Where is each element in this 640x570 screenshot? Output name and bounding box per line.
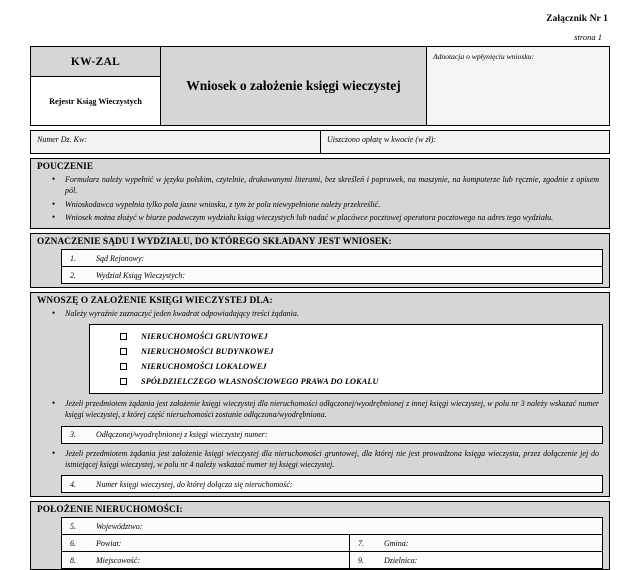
page-number-label: strona 1	[574, 32, 602, 42]
list-item: • Wnioskodawca wypełnia tylko pola jasne wniosku, z tym że pola niewypełnione należy przekreślić.	[65, 199, 599, 210]
field-wojewodztwo[interactable]	[62, 518, 602, 534]
field-dzielnica[interactable]	[350, 552, 602, 568]
list-item: • Jeżeli przedmiotem żądania jest założenie księgi wieczystej dla nieruchomości odłączonej/wyodrębnionej z innej księgi wieczystej, w polu nr 3 należy wskazać numer księgi wieczystej, z której część nieruchomości zostanie odłączona/wyodrębniona.	[65, 398, 599, 421]
field-3-wrapper	[61, 426, 603, 444]
pouczenie-title: POUCZENIE	[37, 162, 94, 172]
field-number: 8.	[70, 555, 76, 565]
field-miejscowosc[interactable]	[62, 552, 350, 568]
dz-kw-number-field[interactable]	[31, 131, 321, 153]
field-gmina[interactable]	[350, 535, 602, 551]
court-section-title: OZNACZENIE SĄDU I WYDZIAŁU, DO KTÓREGO SKŁADANY JEST WNIOSEK:	[37, 237, 392, 248]
field-label: Odłączonej/wyodrębnionej z księgi wieczystej numer:	[96, 430, 268, 440]
field-label: Sąd Rejonowy:	[96, 253, 145, 263]
document-header	[30, 0, 610, 42]
court-section	[30, 233, 610, 288]
table-row	[62, 552, 602, 569]
list-item: • Formularz należy wypełnić w języku polskim, czytelnie, drukowanymi literami, bez skreśleń i poprawek, na maszynie, na komputerze lub ręcznie, zgodnie z opisem pól.	[65, 174, 599, 197]
fee-paid-field[interactable]	[321, 131, 609, 153]
field-number: 4.	[70, 479, 76, 489]
table-row	[62, 476, 602, 493]
form-code-column	[31, 47, 161, 125]
checkbox-icon[interactable]	[120, 348, 127, 355]
annotation-label: Adnotacja o wpłynięciu wniosku:	[433, 52, 535, 61]
field-label: Wydział Ksiąg Wieczystych:	[96, 270, 186, 280]
court-field-2[interactable]	[62, 267, 602, 283]
field-number: 6.	[70, 538, 76, 548]
registry-name: Rejestr Ksiąg Wieczystych	[31, 77, 160, 125]
dz-kw-number-label: Numer Dz. Kw:	[37, 135, 88, 144]
field-label: Dzielnica:	[384, 555, 418, 565]
field-label: Powiat:	[96, 538, 122, 548]
checkbox-icon[interactable]	[120, 378, 127, 385]
field-label: Województwo:	[96, 521, 143, 531]
table-row	[62, 427, 602, 444]
option-nieruchomosci-lokalowej[interactable]	[90, 359, 602, 374]
option-nieruchomosci-budynkowej[interactable]	[90, 344, 602, 359]
field-number: 9.	[358, 555, 364, 565]
field-label: Gmina:	[384, 538, 409, 548]
list-item: • Należy wyraźnie zaznaczyć jeden kwadrat odpowiadający treści żądania.	[65, 308, 599, 319]
location-fields	[61, 517, 603, 569]
option-label: NIERUCHOMOŚCI LOKALOWEJ	[141, 361, 267, 371]
request-section-title: WNOSZĘ O ZAŁOŻENIE KSIĘGI WIECZYSTEJ DLA:	[37, 296, 273, 307]
checkbox-icon[interactable]	[120, 333, 127, 340]
request-instruction-list	[31, 308, 609, 323]
field-powiat[interactable]	[62, 535, 350, 551]
list-item: • Jeżeli przedmiotem żądania jest założenie księgi wieczystej dla nieruchomości gruntowej, dla której nie jest prowadzona księga wieczysta, przez dołączenie jej do istniejącej księgi wieczystej, w polu nr 4 należy wskazać numer tej księgi wieczystej.	[65, 448, 599, 471]
option-label: SPÓŁDZIELCZEGO WŁASNOŚCIOWEGO PRAWA DO LOKALU	[141, 376, 379, 386]
form-header-box	[30, 46, 610, 126]
fee-paid-label: Uiszczono opłatę w kwocie (w zł):	[327, 135, 437, 144]
option-label: NIERUCHOMOŚCI BUDYNKOWEJ	[141, 346, 274, 356]
pouczenie-bullet-list	[31, 174, 609, 228]
location-section	[30, 501, 610, 570]
attachment-number: Załącznik Nr 1	[546, 14, 608, 24]
field-4-wrapper	[61, 475, 603, 493]
field-3[interactable]	[62, 427, 602, 443]
annotation-field[interactable]	[427, 47, 609, 125]
form-header-table	[31, 47, 609, 125]
table-row	[62, 535, 602, 552]
option-nieruchomosci-gruntowej[interactable]	[90, 329, 602, 344]
dz-kw-row	[31, 131, 609, 153]
table-row	[62, 518, 602, 535]
court-fields	[61, 249, 603, 284]
note-4-list	[31, 448, 609, 476]
court-field-1[interactable]	[62, 250, 602, 266]
property-type-options	[89, 324, 603, 394]
form-code: KW-ZAL	[31, 47, 160, 77]
option-label: NIERUCHOMOŚCI GRUNTOWEJ	[141, 331, 268, 341]
location-section-title: POŁOŻENIE NIERUCHOMOŚCI:	[37, 505, 183, 516]
checkbox-icon[interactable]	[120, 363, 127, 370]
field-number: 1.	[70, 253, 76, 263]
table-row	[62, 250, 602, 267]
field-label: Numer księgi wieczystej, do której dołącza się nieruchomość:	[96, 479, 293, 489]
dz-kw-box	[30, 130, 610, 154]
pouczenie-section	[30, 158, 610, 229]
option-spoldzielczego-prawa[interactable]	[90, 374, 602, 389]
request-section	[30, 292, 610, 497]
list-item: • Wniosek można złożyć w biurze podawczym wydziału ksiąg wieczystych lub nadać w placówce pocztowej operatora pocztowego na adres tego wydziału.	[65, 212, 599, 223]
form-title: Wniosek o założenie księgi wieczystej	[161, 47, 427, 125]
field-4[interactable]	[62, 476, 602, 492]
field-label: Miejscowość:	[96, 555, 140, 565]
note-3-list	[31, 398, 609, 426]
field-number: 3.	[70, 430, 76, 440]
field-number: 7.	[358, 538, 364, 548]
table-row	[62, 267, 602, 284]
field-number: 5.	[70, 521, 76, 531]
field-number: 2.	[70, 270, 76, 280]
